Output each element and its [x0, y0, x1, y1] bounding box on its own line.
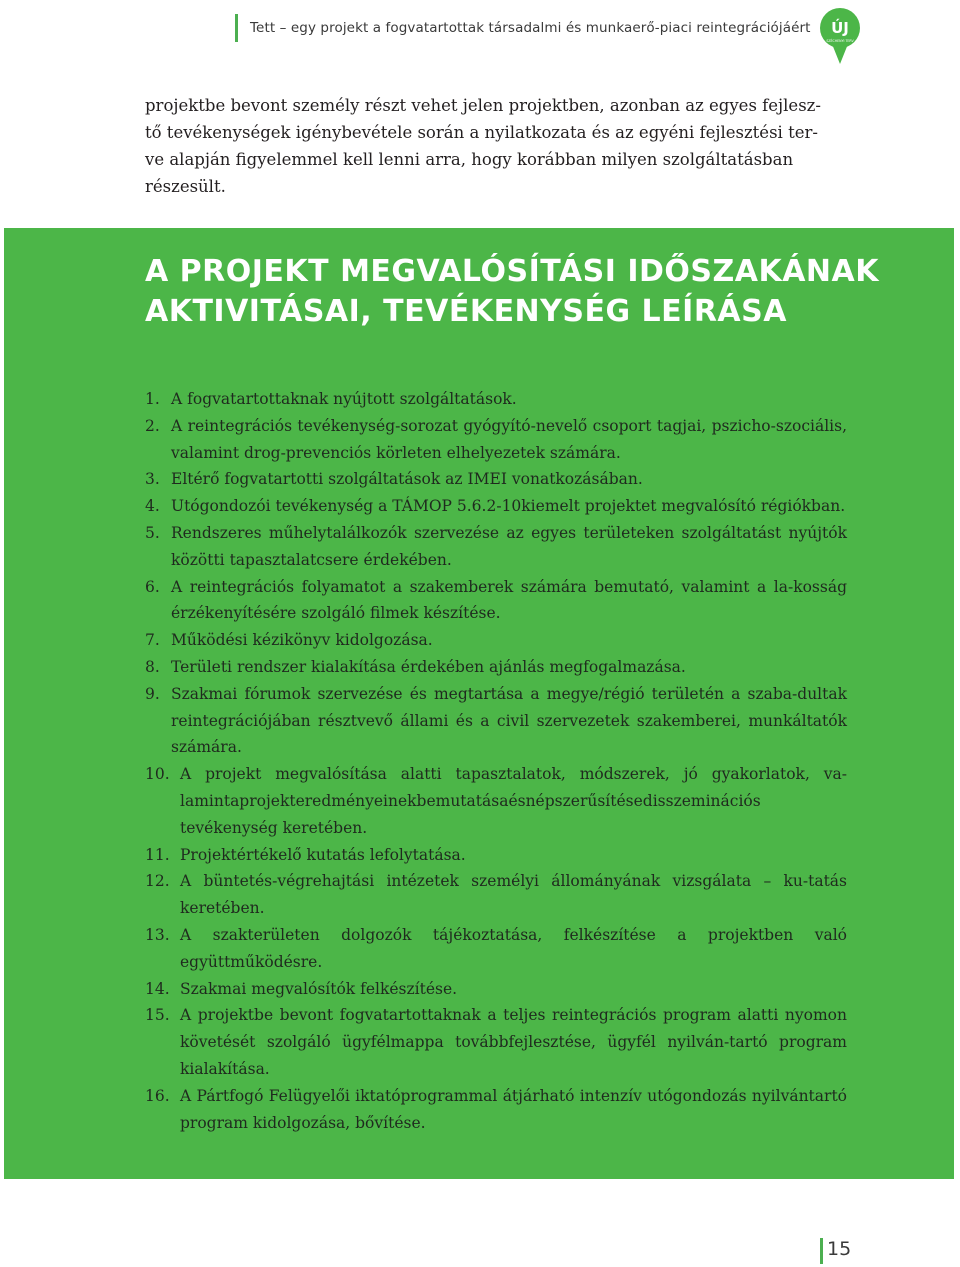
- intro-line: projektbe bevont személy részt vehet jelen projektben, azonban az egyes fejlesz-: [145, 96, 821, 115]
- list-item: [145, 466, 847, 493]
- list-item-text: A fogvatartottaknak nyújtott szolgáltatások.: [171, 390, 517, 408]
- running-title: Tett – egy projekt a fogvatartottak társadalmi és munkaerő-piaci reintegrációjáért: [250, 20, 811, 36]
- list-item: [145, 976, 847, 1003]
- list-item-text: Szakmai fórumok szervezése és megtartása a megye/régió területén a szaba-dultak reintegrációjában résztvevő állami és a civil szervezetek szakemberei, munkáltatók számára.: [171, 684, 847, 757]
- list-item: [145, 654, 847, 681]
- list-item: [145, 493, 847, 520]
- list-item-text: A szakterületen dolgozók tájékoztatása, felkészítése a projektben való együttműködésre.: [180, 925, 847, 971]
- list-item: [145, 868, 847, 922]
- list-item-number: 16.: [145, 1086, 170, 1105]
- list-item-text: Rendszeres műhelytalálkozók szervezése az egyes területeken szolgáltatást nyújtók közötti tapasztalatcsere érdekében.: [171, 523, 847, 569]
- list-item-number: 9.: [145, 684, 160, 703]
- list-item: [145, 922, 847, 976]
- section-title: [145, 252, 879, 332]
- page-number: 15: [827, 1238, 852, 1260]
- list-item: [145, 413, 847, 467]
- svg-text:SZÉCHENYI TERV: SZÉCHENYI TERV: [826, 39, 854, 43]
- list-item: [145, 520, 847, 574]
- list-item-text: A reintegrációs folyamatot a szakemberek számára bemutató, valamint a la-kosság érzékenyítésére szolgáló filmek készítése.: [171, 577, 847, 623]
- list-item-number: 13.: [145, 925, 170, 944]
- list-item-number: 11.: [145, 845, 170, 864]
- list-item-number: 8.: [145, 657, 160, 676]
- list-item-text: Területi rendszer kialakítása érdekében ajánlás megfogalmazása.: [171, 657, 686, 676]
- uj-szechenyi-terv-logo-icon: [818, 6, 862, 68]
- list-item: [145, 842, 847, 869]
- list-item-text: Projektértékelő kutatás lefolytatása.: [180, 845, 466, 864]
- list-item-number: 15.: [145, 1006, 170, 1025]
- section-title-line: A PROJEKT MEGVALÓSÍTÁSI IDŐSZAKÁNAK: [145, 254, 879, 289]
- list-item: [145, 386, 847, 413]
- list-item-number: 14.: [145, 979, 170, 998]
- list-item-text: A projektbe bevont fogvatartottaknak a teljes reintegrációs program alatti nyomon követését szolgáló ügyfélmappa továbbfejlesztése, ügyfél nyilván-tartó program kialakítása.: [180, 1006, 847, 1078]
- list-item-number: 6.: [145, 577, 160, 596]
- intro-line: tő tevékenységek igénybevétele során a nyilatkozata és az egyéni fejlesztési ter-: [145, 123, 818, 142]
- list-item-text: A Pártfogó Felügyelői iktatóprogrammal átjárható intenzív utógondozás nyilvántartó program kidolgozása, bővítése.: [180, 1086, 847, 1132]
- svg-text:ÚJ: ÚJ: [831, 19, 849, 37]
- list-item-number: 7.: [145, 631, 160, 650]
- list-item-text: A projekt megvalósítása alatti tapasztalatok, módszerek, jó gyakorlatok, va-lamintaprojekteredményeinekbemutatásaésnépszerűsítésedisszeminációs tevékenység keretében.: [180, 765, 847, 837]
- list-item-number: 5.: [145, 523, 160, 542]
- intro-paragraph: [145, 92, 850, 200]
- list-item-text: Működési kézikönyv kidolgozása.: [171, 631, 433, 650]
- list-item-text: Szakmai megvalósítók felkészítése.: [180, 979, 458, 998]
- list-item-number: 2.: [145, 416, 160, 435]
- list-item-text: A büntetés-végrehajtási intézetek személyi állományának vizsgálata – ku-tatás keretében.: [180, 872, 847, 918]
- list-item: [145, 627, 847, 654]
- header-divider: [235, 14, 238, 42]
- list-item-text: Eltérő fogvatartotti szolgáltatások az IMEI vonatkozásában.: [171, 470, 643, 489]
- list-item: [145, 574, 847, 628]
- list-item: [145, 761, 847, 841]
- list-item-text: A reintegrációs tevékenység-sorozat gyógyító-nevelő csoport tagjai, pszicho-szociális, valamint drog-prevenciós körleten elhelyezetek számára.: [171, 416, 847, 462]
- list-item: [145, 1083, 847, 1137]
- intro-line: részesült.: [145, 177, 226, 196]
- list-item-number: 10.: [145, 765, 170, 784]
- activity-list: [145, 386, 847, 1136]
- list-item-number: 1.: [145, 390, 160, 408]
- list-item: [145, 681, 847, 761]
- section-title-line: AKTIVITÁSAI, TEVÉKENYSÉG LEÍRÁSA: [145, 294, 787, 329]
- list-item: [145, 1002, 847, 1082]
- list-item-number: 4.: [145, 497, 160, 516]
- page-number-divider: [820, 1238, 823, 1264]
- list-item-text: Utógondozói tevékenység a TÁMOP 5.6.2-10kiemelt projektet megvalósító régiókban.: [171, 497, 846, 516]
- list-item-number: 12.: [145, 872, 170, 891]
- list-item-number: 3.: [145, 470, 160, 489]
- intro-line: ve alapján figyelemmel kell lenni arra, hogy korábban milyen szolgáltatásban: [145, 150, 794, 169]
